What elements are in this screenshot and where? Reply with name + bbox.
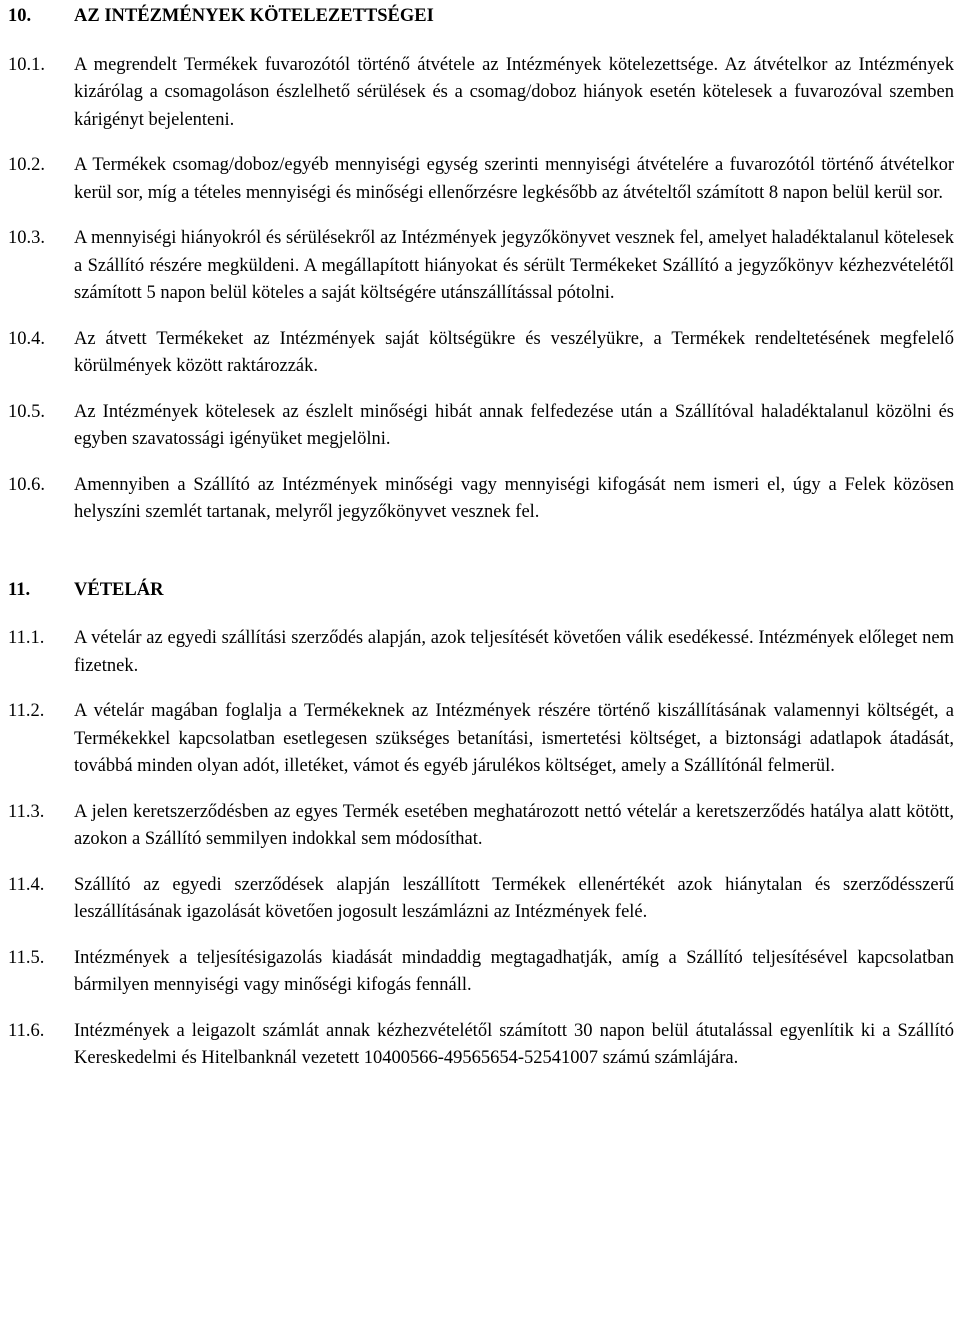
clause-number: 10.6. [8, 474, 45, 495]
clause-11-5 [8, 945, 954, 1000]
clause-number: 10.1. [8, 54, 45, 75]
clause-number: 11.5. [8, 947, 45, 968]
clause-10-3 [8, 225, 954, 308]
section-heading-11 [8, 577, 954, 605]
section-number: 10. [8, 6, 32, 26]
clause-text: A mennyiségi hiányokról és sérülésekről az Intézmények jegyzőkönyvet vesznek fel, amelyet haladéktalanul kötelesek a Szállító részére megküldeni. A megállapított hiányokat és sérült Termékeket Szállító a jegyzőkönyv kézhezvételétől számított 5 napon belül köteles a saját költségére utánszállítással pótolni. [74, 228, 954, 303]
clause-11-6 [8, 1018, 954, 1073]
clause-text: A jelen keretszerződésben az egyes Termék esetében meghatározott nettó vételár a keretszerződés hatálya alatt kötött, azokon a Szállító semmilyen indokkal sem módosíthat. [74, 801, 954, 849]
clause-10-5 [8, 399, 954, 454]
clause-11-1 [8, 625, 954, 680]
clause-11-3 [8, 799, 954, 854]
clause-text: Az átvett Termékeket az Intézmények saját költségükre és veszélyükre, a Termékek rendeltetésének megfelelő körülmények között raktározzák. [74, 328, 954, 376]
clause-number: 11.6. [8, 1020, 45, 1041]
section-number: 11. [8, 579, 31, 600]
clause-text: A vételár az egyedi szállítási szerződés alapján, azok teljesítését követően válik esedékessé. Intézmények előleget nem fizetnek. [74, 628, 954, 676]
section-title: VÉTELÁR [74, 579, 164, 600]
clause-10-2 [8, 152, 954, 207]
clause-number: 11.1. [8, 628, 45, 648]
section-title: AZ INTÉZMÉNYEK KÖTELEZETTSÉGEI [74, 6, 434, 26]
clause-text: Amennyiben a Szállító az Intézmények minőségi vagy mennyiségi kifogását nem ismeri el, úgy a Felek közösen helyszíni szemlét tartanak, melyről jegyzőkönyvet vesznek fel. [74, 474, 954, 522]
clause-text: A Termékek csomag/doboz/egyéb mennyiségi egység szerinti mennyiségi átvételére a fuvarozótól történő átvételkor kerül sor, míg a tételes mennyiségi és minőségi ellenőrzésre legkésőbb az átvételtől számított 8 napon belül kerül sor. [74, 155, 954, 203]
clause-number: 11.4. [8, 874, 45, 895]
clause-10-1 [8, 52, 954, 135]
clause-number: 10.5. [8, 401, 45, 422]
clause-number: 11.3. [8, 801, 45, 822]
clause-text: Az Intézmények kötelesek az észlelt minőségi hibát annak felfedezése után a Szállítóval haladéktalanul közölni és egyben szavatossági igényüket megjelölni. [74, 401, 954, 449]
clause-number: 10.4. [8, 328, 45, 349]
clause-text: A vételár magában foglalja a Termékeknek az Intézmények részére történő kiszállításának valamennyi költségét, a Termékekkel kapcsolatban esetlegesen szükséges betanítási, ismertetési költséget, a biztonsági adatlapok átadását, továbbá minden olyan adót, illetéket, vámot és egyéb járulékos költséget, amely a Szállítónál felmerül. [74, 701, 954, 776]
clause-text: Intézmények a leigazolt számlát annak kézhezvételétől számított 30 napon belül átutalással egyenlítik ki a Szállító Kereskedelmi és Hitelbanknál vezetett 10400566-49565654-52541007 számú számlájára. [74, 1020, 954, 1068]
clause-text: A megrendelt Termékek fuvarozótól történő átvétele az Intézmények kötelezettsége. Az átvételkor az Intézmények kizárólag a csomagoláson észlelhető sérülések és a csomag/doboz hiányok esetén kötelesek a fuvarozóval szemben kárigényt bejelenteni. [74, 54, 954, 130]
clause-10-4 [8, 326, 954, 381]
section-heading-10 [8, 3, 954, 31]
clause-number: 10.3. [8, 228, 45, 248]
clause-11-2 [8, 698, 954, 781]
clause-11-4 [8, 872, 954, 927]
clause-number: 11.2. [8, 701, 45, 721]
clause-number: 10.2. [8, 155, 45, 175]
clause-10-6 [8, 472, 954, 527]
clause-text: Szállító az egyedi szerződések alapján leszállított Termékek ellenértékét azok hiánytalan és szerződésszerű leszállításának igazolását követően jogosult leszámlázni az Intézmények felé. [74, 874, 954, 922]
clause-text: Intézmények a teljesítésigazolás kiadását mindaddig megtagadhatják, amíg a Szállító teljesítésével kapcsolatban bármilyen mennyiségi vagy minőségi kifogás fennáll. [74, 947, 954, 995]
